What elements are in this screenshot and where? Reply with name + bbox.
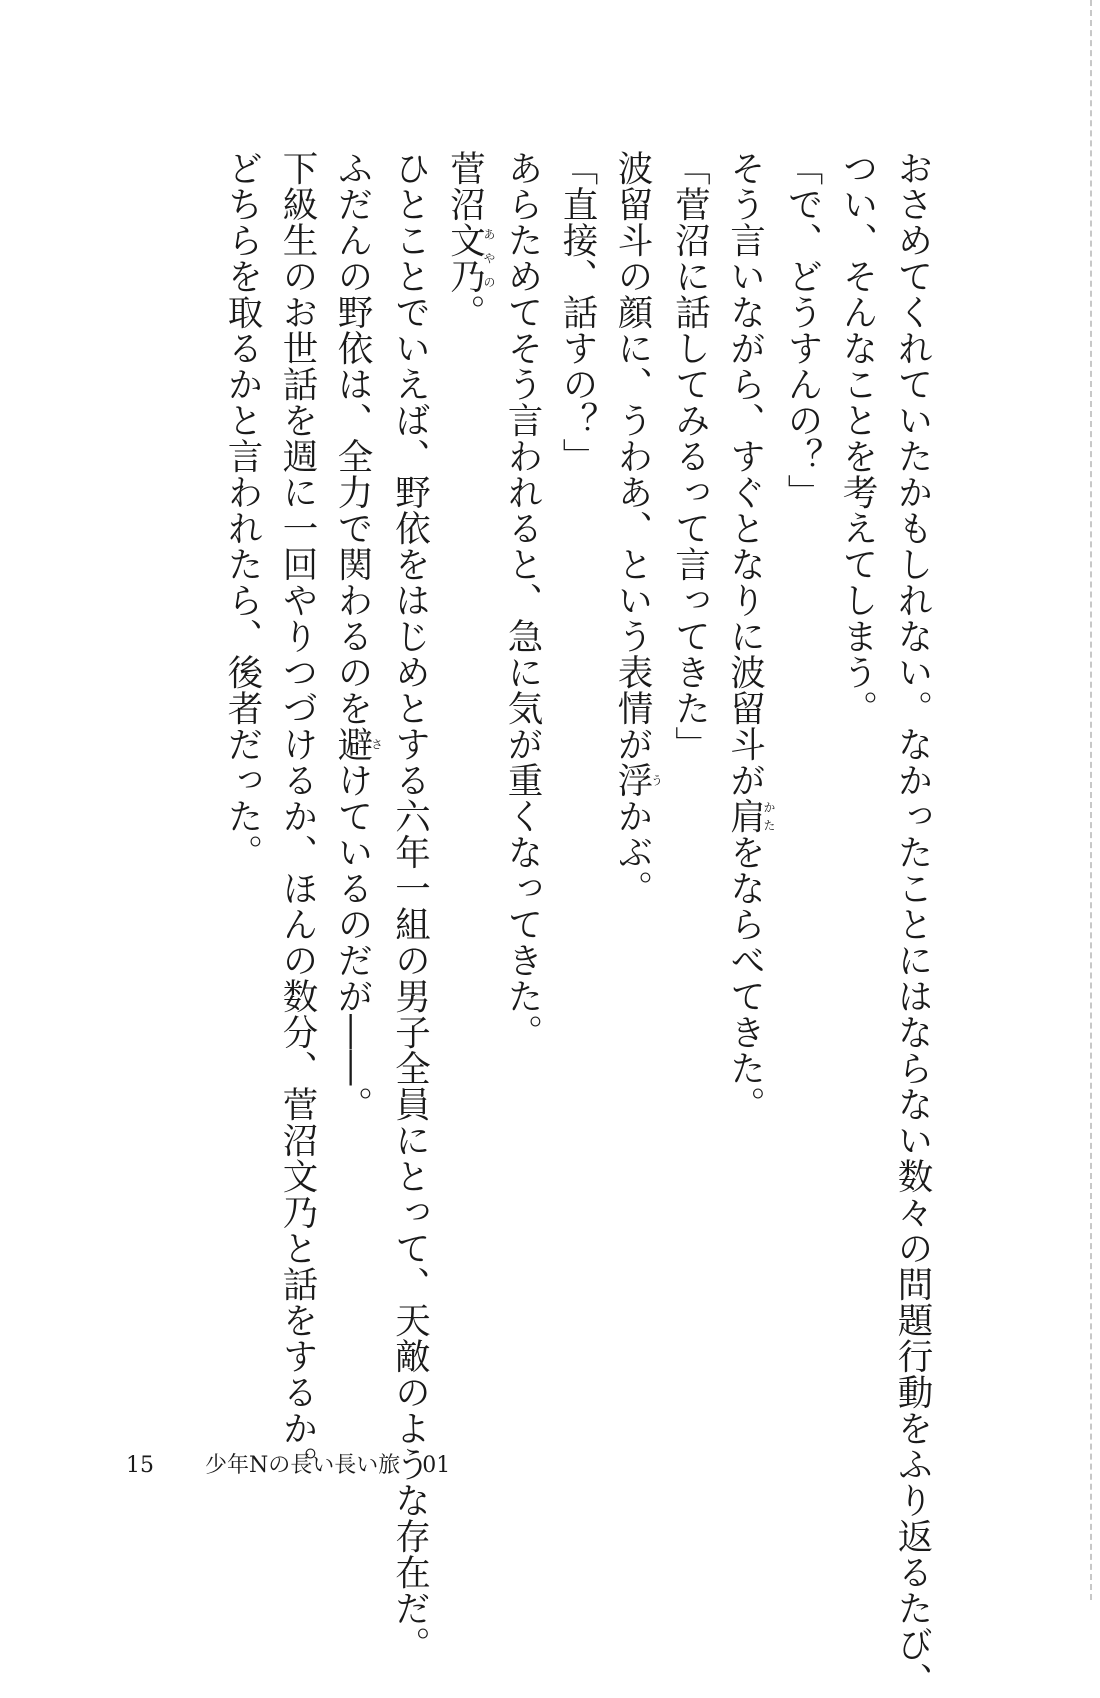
text-run: かぶ。: [612, 798, 653, 906]
body-paragraph: [270, 150, 325, 1482]
text-run: どちらを取るかと言われたら、後者だった。: [222, 150, 263, 870]
text-run: 下級生のお世話を週に一回やりつづけるか、ほんの数分、菅沼文乃と話をするか。: [277, 150, 318, 1482]
ruby-annotation: [444, 222, 496, 294]
text-run: 「菅沼に話してみるって言ってきた」: [669, 150, 711, 762]
ruby-annotation: [612, 762, 664, 798]
furigana: う: [649, 762, 664, 798]
ruby-annotation: [724, 798, 776, 834]
body-paragraph: [325, 150, 383, 1410]
text-run: 「直接、話すの？」: [557, 150, 598, 474]
page-edge-dashed-rule: [1090, 0, 1092, 1600]
text-run: ひとことでいえば、野依をはじめとする六年一組の男子全員にとって、天敵のような存在だ。: [389, 150, 431, 1662]
text-run: 波留斗の顔に、うわあ、という表情が: [612, 150, 653, 762]
ruby-base: 浮: [612, 762, 653, 798]
body-paragraph: [885, 150, 940, 1698]
text-run: ふだんの野依は、全力で関わるのを: [332, 150, 373, 726]
body-paragraph: [718, 150, 776, 1410]
body-paragraph: [605, 150, 663, 1410]
furigana: あやの: [482, 222, 496, 294]
text-run: 「で、どうすんの？」: [782, 150, 823, 510]
text-run: そう言いながら、すぐとなりに波留斗が: [724, 150, 766, 798]
running-title: 少年Nの長い長い旅 01: [205, 1453, 451, 1478]
body-paragraph: [495, 150, 550, 1410]
ruby-base: 文乃: [444, 222, 486, 294]
ruby-base: 肩: [724, 798, 766, 834]
text-run: つい、そんなことを考えてしまう。: [837, 150, 878, 726]
ruby-annotation: [332, 726, 384, 762]
furigana: さ: [369, 726, 384, 762]
text-run: あらためてそう言われると、急に気が重くなってきた。: [502, 150, 543, 1050]
text-run: 菅沼: [444, 150, 486, 222]
ruby-base: 避: [332, 726, 373, 762]
text-run: 。: [444, 294, 486, 330]
body-paragraph: [663, 150, 718, 1410]
text-run: けているのだが――。: [332, 762, 373, 1122]
page-number: 15: [126, 1453, 154, 1478]
body-paragraph: [550, 150, 605, 1410]
furigana: かた: [762, 798, 776, 834]
body-paragraph: [438, 150, 496, 1410]
text-run: おさめてくれていたかもしれない。なかったことにはならない数々の問題行動をふり返るたび、: [892, 150, 933, 1698]
body-paragraph: [775, 150, 830, 1410]
page-footer: [126, 1451, 450, 1481]
body-paragraph: [215, 150, 270, 1410]
body-paragraph: [383, 150, 438, 1662]
text-run: をならべてきた。: [724, 834, 766, 1122]
body-paragraph: [830, 150, 885, 1410]
